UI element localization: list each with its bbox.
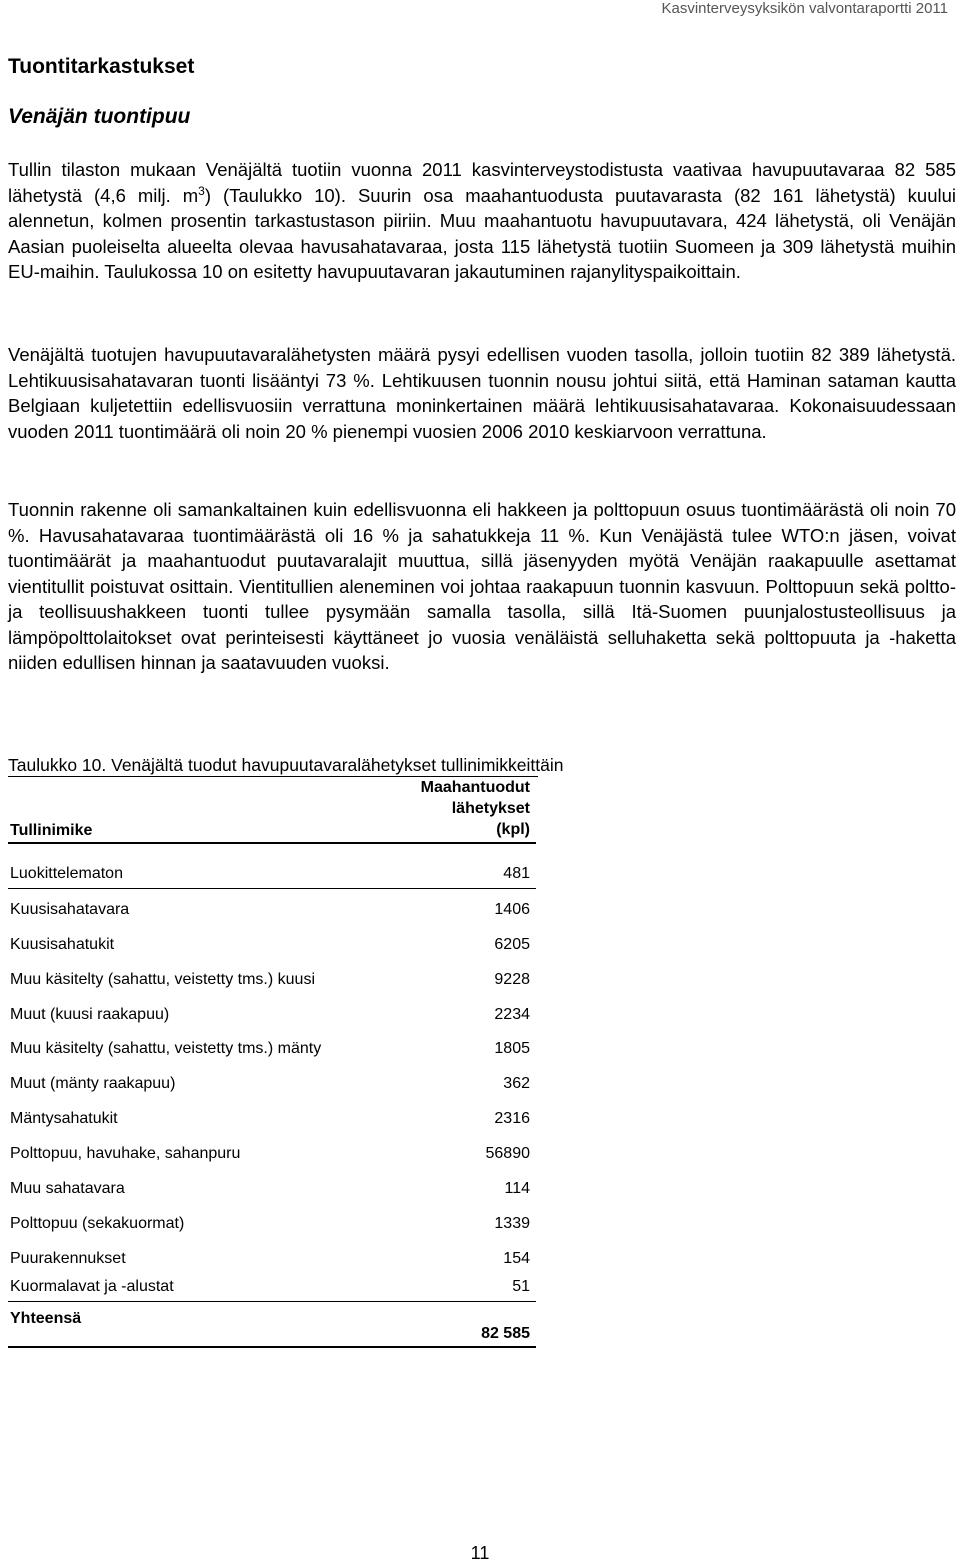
cell-customs-code: Muu käsitelty (sahattu, veistetty tms.) mänty — [10, 1040, 322, 1058]
cell-customs-code: Muut (mänty raakapuu) — [10, 1075, 176, 1093]
table-row-total — [8, 1302, 536, 1348]
table-body — [8, 864, 536, 1302]
table-row — [8, 959, 536, 994]
cell-shipments: 51 — [512, 1277, 530, 1295]
cell-customs-code: Kuusisahatavara — [10, 900, 130, 918]
cell-customs-code: Muut (kuusi raakapuu) — [10, 1005, 170, 1023]
column-header-customs-code: Tullinimike — [10, 822, 93, 839]
cell-customs-code: Mäntysahatukit — [10, 1110, 118, 1128]
cell-shipments: 1406 — [494, 900, 530, 918]
paragraph-text: ) (Taulukko 10). Suurin osa maahantuodusta puutavarasta (82 161 lähetystä) kuului alennetun, kolmen prosentin tarkastustason piiriin. Muu maahantuotu havupuutavara, 424 lähetystä, oli Venäjän Aasian puoleiselta alueelta olevaa havusahatavaraa, josta 115 lähetystä tuotiin Suomeen ja 309 lähetystä muihin EU-maihin. Taulukossa 10 on esitetty havupuutavaran jakautuminen rajanylityspaikoittain. — [8, 184, 957, 282]
column-header-shipments — [421, 777, 530, 840]
table-row — [8, 1063, 536, 1098]
paragraph-text: Tullin tilaston mukaan Venäjältä tuotiin vuonna 2011 kasvinterveystodistusta vaativaa havupuutavaraa 82 585 lähetystä (4,6 milj. m — [8, 159, 956, 206]
cell-customs-code: Polttopuu, havuhake, sahanpuru — [10, 1145, 241, 1163]
table-row — [8, 1273, 536, 1302]
cell-shipments: 2234 — [494, 1005, 530, 1023]
cell-shipments: 114 — [504, 1180, 530, 1198]
subsection-title: Venäjän tuontipuu — [8, 105, 191, 128]
table-spacer — [8, 844, 536, 864]
cell-shipments: 481 — [503, 865, 530, 882]
cell-customs-code: Kuormalavat ja -alustat — [10, 1277, 174, 1295]
cell-customs-code: Polttopuu (sekakuormat) — [10, 1214, 185, 1232]
cell-shipments: 154 — [503, 1249, 530, 1267]
table-row — [8, 864, 536, 889]
total-label: Yhteensä — [10, 1309, 82, 1327]
cell-customs-code: Puurakennukset — [10, 1249, 126, 1267]
cell-shipments: 2316 — [494, 1110, 530, 1128]
cell-customs-code: Muu käsitelty (sahattu, veistetty tms.) kuusi — [10, 970, 315, 988]
table-row — [8, 889, 536, 924]
page-number: 11 — [470, 1543, 490, 1563]
table-row — [8, 1203, 536, 1238]
cell-shipments: 6205 — [494, 935, 530, 953]
table-row — [8, 994, 536, 1029]
table-row — [8, 1029, 536, 1064]
cell-customs-code: Muu sahatavara — [10, 1180, 125, 1198]
running-header: Kasvinterveysyksikön valvontaraportti 2011 — [661, 0, 948, 17]
cell-shipments: 1339 — [494, 1214, 530, 1232]
cell-shipments: 1805 — [494, 1040, 530, 1058]
column-header-line: (kpl) — [496, 821, 530, 838]
import-table — [8, 778, 536, 1348]
table-row — [8, 1098, 536, 1133]
table-row — [8, 1133, 536, 1168]
total-value: 82 585 — [481, 1324, 530, 1342]
column-header-line: Maahantuodut — [420, 779, 530, 796]
section-title: Tuontitarkastukset — [8, 55, 195, 78]
table-row — [8, 1168, 536, 1203]
cell-shipments: 9228 — [494, 970, 530, 988]
paragraph-import-structure: Tuonnin rakenne oli samankaltainen kuin edellisvuonna eli hakkeen ja polttopuun osuus tuontimäärästä oli noin 70 %. Havusahatavaraa tuontimäärästä oli 16 % ja sahatukkeja 11 %. Kun Venäjästä tulee WTO:n jäsen, voivat tuontimäärät ja maahantuodut puutavaralajit muuttua, sillä jäsenyyden myötä Venäjän raakapuulle asettamat vientitullit poistuvat osittain. Vientitullien aleneminen voi johtaa raakapuun tuonnin kasvuun. Polttopuun sekä poltto- ja teollisuushakkeen tuonti tullee pysymään samalla tasolla, sillä Itä-Suomen puunjalostusteollisuus ja lämpöpolttolaitokset ovat perinteisesti käyttäneet jo vuosia venäläistä selluhaketta sekä polttopuuta ja -haketta niiden edullisen hinnan ja saatavuuden vuoksi. — [8, 499, 956, 673]
cell-shipments: 56890 — [485, 1145, 530, 1163]
superscript-cubic: 3 — [198, 183, 205, 198]
table-caption: Taulukko 10. Venäjältä tuodut havupuutavaralähetykset tullinimikkeittäin — [8, 755, 564, 775]
paragraph-import-volume — [8, 157, 956, 285]
table-header — [8, 778, 536, 844]
table-row — [8, 1238, 536, 1273]
cell-shipments: 362 — [503, 1075, 530, 1093]
cell-customs-code: Luokittelematon — [10, 865, 123, 882]
table-row — [8, 924, 536, 959]
column-header-line: lähetykset — [451, 800, 530, 817]
cell-customs-code: Kuusisahatukit — [10, 935, 115, 953]
paragraph-import-trend: Venäjältä tuotujen havupuutavaralähetysten määrä pysyi edellisen vuoden tasolla, jolloin tuotiin 82 389 lähetystä. Lehtikuusisahatavaran tuonti lisääntyi 73 %. Lehtikuusen tuonnin nousu johtui siitä, että Haminan sataman kautta Belgiaan kuljetettiin edellisvuosiin verrattuna moninkertainen määrä lehtikuusisahatavaraa. Kokonaisuudessaan vuoden 2011 tuontimäärä oli noin 20 % pienempi vuosien 2006 2010 keskiarvoon verrattuna. — [8, 344, 956, 442]
